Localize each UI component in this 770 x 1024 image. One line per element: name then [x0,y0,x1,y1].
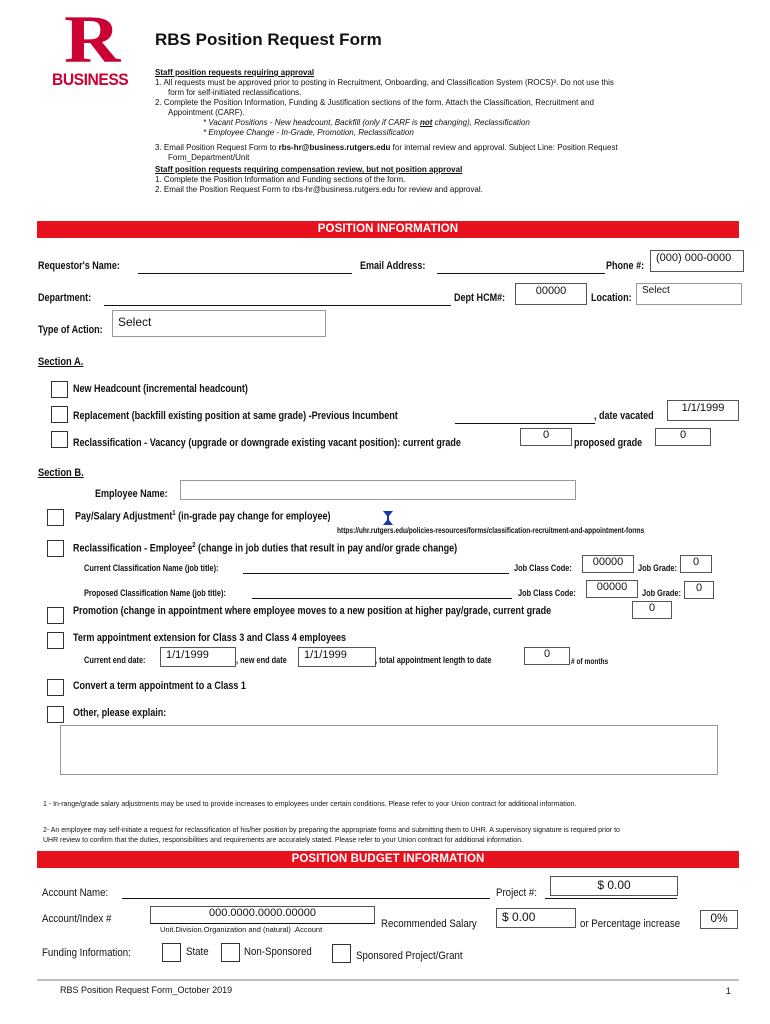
recommended-salary-label: Recommended Salary [381,918,477,930]
account-index-hint: Unit.Division.Organization and (natural) .Account [160,925,323,934]
non-sponsored-checkbox[interactable] [221,943,240,962]
department-label: Department: [38,292,92,304]
non-sponsored-label: Non-Sponsored [244,946,312,958]
reclass-vacancy-label: Reclassification - Vacancy (upgrade or downgrade existing vacant position): current grade [73,437,461,449]
logo-word: BUSINESS [52,70,129,89]
new-end-date-label: , new end date [236,655,287,665]
term-extension-label: Term appointment extension for Class 3 and Class 4 employees [73,632,347,644]
pay-adjustment-checkbox[interactable] [47,509,64,526]
promotion-label: Promotion (change in appointment where employee moves to a new position at higher pay/grade, current grade [73,605,552,617]
approval-heading: Staff position requests requiring approval [155,68,315,77]
current-classification-input[interactable] [243,573,509,574]
convert-term-label: Convert a term appointment to a Class 1 [73,680,246,692]
recommended-salary-input[interactable]: $ 0.00 [496,908,576,928]
position-information-header: POSITION INFORMATION [37,221,739,238]
date-vacated-label: , date vacated [594,410,654,422]
pay-adjustment-label: Pay/Salary Adjustment$^1$ (in-grade pay change for employee) [75,510,331,523]
job-grade-input[interactable]: 0 [680,555,712,573]
email-input[interactable] [437,273,605,274]
requestor-label: Requestor's Name: [38,260,120,272]
phone-label: Phone #: [606,260,645,272]
instruction-vacant: * Vacant Positions - New headcount, Backfill (only if CARF is not changing), Reclassification [203,118,530,127]
project-label: Project #: [496,887,537,899]
sponsored-label: Sponsored Project/Grant [356,950,463,962]
proposed-code-label: Job Class Code: [518,588,576,598]
footnote-2a: 2- An employee may self-initiate a request for reclassification of his/her position by preparing the appropriate forms and submitting them to UHR. A supervisory signature is required prior to [43,825,620,834]
employee-name-label: Employee Name: [95,488,168,500]
position-budget-header: POSITION BUDGET INFORMATION [37,851,739,868]
page-title: RBS Position Request Form [155,30,382,49]
state-label: State [186,946,209,958]
sponsored-checkbox[interactable] [332,944,351,963]
percentage-input[interactable]: 0% [700,910,738,929]
project-input[interactable]: $ 0.00 [550,876,678,896]
email-label: Email Address: [360,260,426,272]
total-length-label: , total appointment length to date [375,655,492,665]
current-classification-label: Current Classification Name (job title): [84,563,219,573]
department-input[interactable] [104,305,451,306]
replacement-checkbox[interactable] [51,406,68,423]
instruction-1b: form for self-initiated reclassifications. [168,88,302,97]
other-label: Other, please explain: [73,707,167,719]
instruction-2: 2. Complete the Position Information, Funding & Justification sections of the form. Attach the Classification, Recruitment and [155,98,594,107]
job-class-code-input[interactable]: 00000 [582,555,634,573]
percentage-label: or Percentage increase [580,918,681,930]
job-grade-label: Job Grade: [638,563,677,573]
requestor-input[interactable] [138,273,352,274]
footnote-1: 1 - In-range/grade salary adjustments may be used to provide increases to employees under certain conditions. Please refer to your Union contract for additional information. [43,799,577,808]
reclass-employee-checkbox[interactable] [47,540,64,557]
new-headcount-label: New Headcount (incremental headcount) [73,383,248,395]
proposed-grade-label: proposed grade [574,437,643,449]
account-index-label: Account/Index # [42,913,112,925]
replacement-label: Replacement (backfill existing position at same grade) -Previous Incumbent [73,410,398,422]
instruction-employee: * Employee Change - In-Grade, Promotion, Reclassification [203,128,414,137]
comp-instruction-1: 1. Complete the Position Information and Funding sections of the form. [155,175,406,184]
comp-heading: Staff position requests requiring compensation review, but not position approval [155,165,463,174]
project-underline [545,898,677,899]
instructions [155,68,735,195]
instruction-2b: Appointment (CARF). [168,108,245,117]
account-name-label: Account Name: [42,887,109,899]
footer-divider [37,979,739,981]
dept-hcm-input[interactable]: 00000 [515,283,587,305]
reclass-employee-label: Reclassification - Employee$^2$ (change in job duties that result in pay and/or grade change) [73,542,458,555]
type-of-action-label: Type of Action: [38,324,103,336]
comp-instruction-2: 2. Email the Position Request Form to rbs-hr@business.rutgers.edu for review and approval. [155,185,483,194]
proposed-classification-label: Proposed Classification Name (job title): [84,588,226,598]
current-end-date-input[interactable]: 1/1/1999 [160,647,236,667]
funding-label: Funding Information: [42,947,131,959]
section-b-heading: Section B. [38,467,84,479]
proposed-job-grade-label: Job Grade: [642,588,681,598]
proposed-job-grade-input[interactable]: 0 [684,581,714,599]
account-index-input[interactable]: 000.0000.0000.00000 [150,906,375,924]
phone-input[interactable]: (000) 000-0000 [650,250,744,272]
proposed-code-input[interactable]: 00000 [586,580,638,598]
current-end-date-label: Current end date: [84,655,146,665]
proposed-classification-input[interactable] [252,598,512,599]
employee-name-input[interactable] [180,480,576,500]
instruction-3b: Form_Department/Unit [168,153,250,162]
other-explain-textarea[interactable] [60,725,718,775]
previous-incumbent-input[interactable] [455,423,595,424]
location-select[interactable]: Select [636,283,742,305]
promotion-grade-input[interactable]: 0 [632,601,672,619]
logo-letter: R [64,1,121,77]
account-name-input[interactable] [122,898,490,899]
footer-form-name: RBS Position Request Form_October 2019 [60,985,233,995]
other-checkbox[interactable] [47,706,64,723]
location-label: Location: [591,292,632,304]
date-vacated-input[interactable]: 1/1/1999 [667,400,739,421]
term-extension-checkbox[interactable] [47,632,64,649]
job-class-code-label: Job Class Code: [514,563,572,573]
section-a-heading: Section A. [38,356,84,368]
total-length-input[interactable]: 0 [524,647,570,665]
new-end-date-input[interactable]: 1/1/1999 [298,647,376,667]
rutgers-business-logo [48,1,138,92]
instruction-1: 1. All requests must be approved prior to posting in Recruitment, Onboarding, and Classification System (ROCS)². Do not use this [155,78,614,87]
proposed-grade-input[interactable]: 0 [655,428,711,446]
instruction-3: 3. Email Position Request Form to rbs-hr@business.rutgers.edu for internal review and approval. Subject Line: Position Request [155,143,618,152]
link-cursor-icon [382,510,394,526]
reclass-vacancy-checkbox[interactable] [51,431,68,448]
type-of-action-select[interactable]: Select [112,310,326,337]
promotion-checkbox[interactable] [47,607,64,624]
uhr-forms-link[interactable]: https://uhr.rutgers.edu/policies-resources/forms/classification-recruitment-and-appointment-forms [337,526,645,535]
footnote-2b: UHR review to confirm that the duties, responsibilities and requirements are accurately stated. Please refer to your Union contract for additional information. [43,835,523,844]
state-checkbox[interactable] [162,943,181,962]
footer-page-number: 1 [726,986,732,996]
dept-hcm-label: Dept HCM#: [454,292,506,304]
current-grade-input[interactable]: 0 [520,428,572,446]
new-headcount-checkbox[interactable] [51,381,68,398]
convert-term-checkbox[interactable] [47,679,64,696]
months-label: # of months [571,657,609,666]
